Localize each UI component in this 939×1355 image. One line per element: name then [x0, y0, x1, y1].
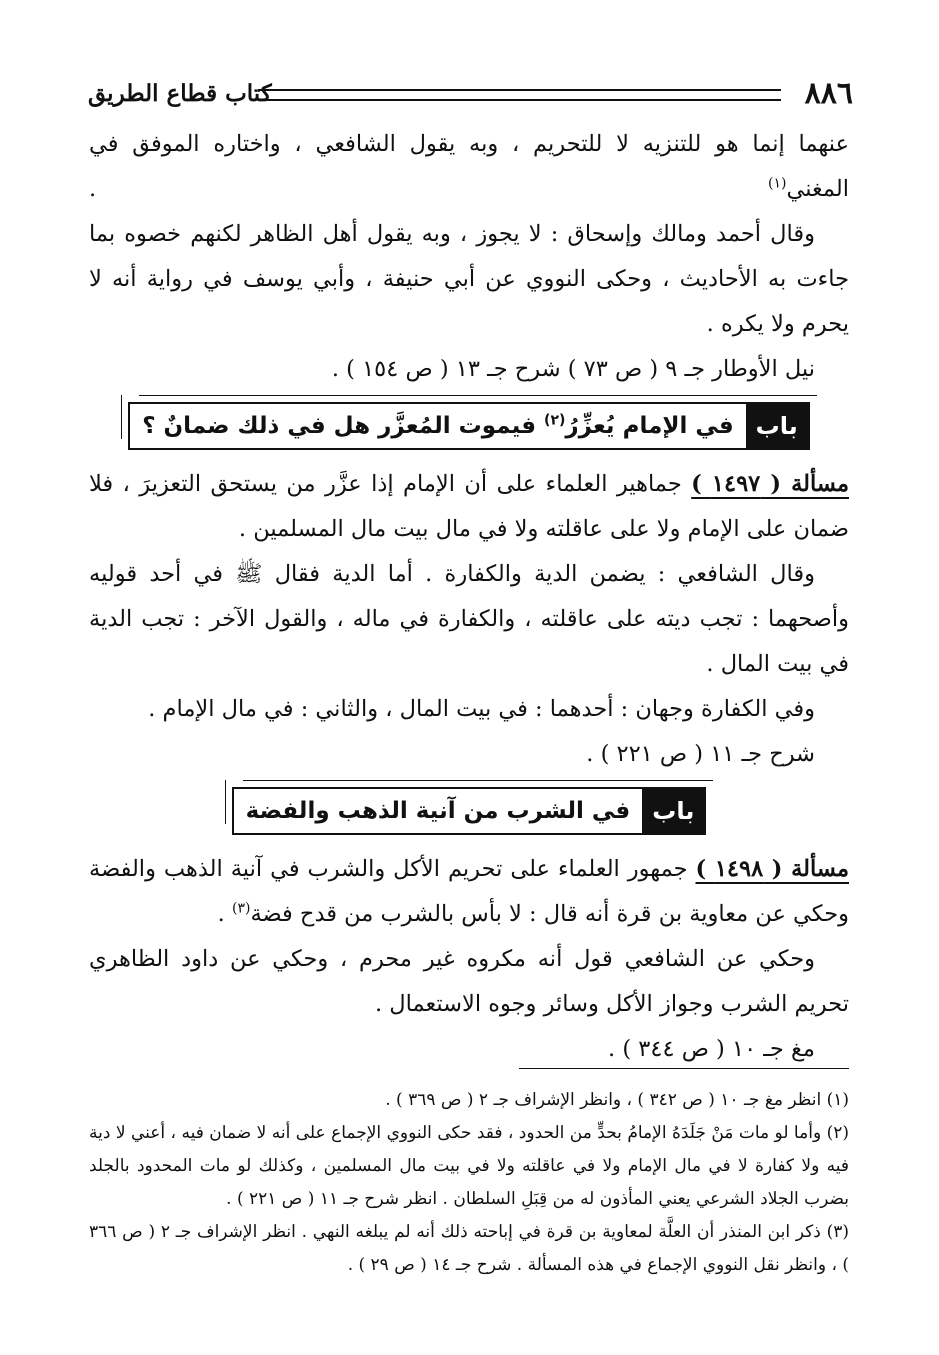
paragraph: عنهما إنما هو للتنزيه لا للتحريم ، وبه يقول الشافعي ، واختاره الموفق في المغني$^{(١)}$ . — [89, 131, 849, 202]
chapter-heading-box — [89, 787, 849, 835]
paragraph: وفي الكفارة وجهان : أحدهما : في بيت المال ، والثاني : في مال الإمام . — [148, 696, 815, 722]
footnote-marker: (١) — [768, 175, 787, 192]
footnote-separator — [519, 1068, 849, 1069]
chapter-heading-box — [89, 402, 849, 450]
footnote-marker: (٢) — [544, 412, 566, 429]
chapter-title: في الإمام يُعزِّرُ$^{(٢)}$ فيموت المُعزَّر هل في ذلك ضمانٌ ؟ — [142, 412, 734, 439]
source-citation: مغ جـ ١٠ ( ص ٣٤٤ ) . — [608, 1036, 815, 1062]
footnotes — [89, 1084, 849, 1282]
paragraph: وقال أحمد ومالك وإسحاق : لا يجوز ، وبه يقول أهل الظاهر لكنهم خصوه بما جاءت به الأحاديث ، وحكى النووي عن أبي حنيفة ، وأبي يوسف في رواية أنه لا يحرم ولا يكره . — [89, 221, 849, 337]
running-title: كتاب قطاع الطريق — [88, 80, 272, 107]
paragraph: وحكي عن الشافعي قول أنه مكروه غير محرم ، وحكي عن داود الظاهري تحريم الشرب وجواز الأكل وسائر وجوه الاستعمال . — [89, 946, 849, 1017]
source-citation: نيل الأوطار جـ ٩ ( ص ٧٣ ) شرح جـ ١٣ ( ص ١٥٤ ) . — [331, 356, 815, 382]
bab-label: باب — [642, 789, 704, 833]
masala-label: مسألة ( ١٤٩٧ ) — [691, 471, 849, 497]
masala-label: مسألة ( ١٤٩٨ ) — [695, 856, 849, 882]
footnote: (٢) وأما لو مات مَنْ جَلَدَهُ الإمامُ بحدٍّ من الحدود ، فقد حكى النووي الإجماع على أنه لا ضمان فيه ، أعني لا دية فيه ولا كفارة لا في مال الإمام ولا في عاقلته ولا في بيت مال المسلمين ، وكذلك لو مات المحدود بالجلد بضرب الجلاد الشرعي يعني المأذون له من قِبَلِ السلطان . انظر شرح جـ ١١ ( ص ٢٢١ ) . — [89, 1123, 849, 1209]
page-number: ٨٨٦ — [804, 76, 853, 111]
page-header — [88, 70, 853, 118]
source-citation: شرح جـ ١١ ( ص ٢٢١ ) . — [586, 741, 815, 767]
header-double-rule — [258, 89, 781, 101]
masala-paragraph: مسألة ( ١٤٩٨ ) جمهور العلماء على تحريم الأكل والشرب في آنية الذهب والفضة وحكي عن معاوية بن قرة أنه قال : لا بأس بالشرب من قدح فضة$^{(٣)}$ . — [89, 856, 849, 927]
paragraph: وقال الشافعي : يضمن الدية والكفارة . أما الدية فقال ﷺ في أحد قوليه وأصحهما : تجب ديته على عاقلته ، والكفارة في ماله ، والقول الآخر : تجب الدية في بيت المال . — [89, 561, 849, 677]
footnote: (١) انظر مغ جـ ١٠ ( ص ٣٤٢ ) ، وانظر الإشراف جـ ٢ ( ص ٣٦٩ ) . — [385, 1090, 849, 1110]
chapter-title: في الشرب من آنية الذهب والفضة — [245, 798, 631, 824]
footnote-marker: (٣) — [231, 900, 251, 917]
bab-label: باب — [746, 404, 808, 448]
footnote: (٣) ذكر ابن المنذر أن العلَّة لمعاوية بن قرة في إباحته ذلك أنه لم يبلغه النهي . انظر الإشراف جـ ٢ ( ص ٣٦٦ ) ، وانظر نقل النووي الإجماع في هذه المسألة . شرح جـ ١٤ ( ص ٢٩ ) . — [89, 1222, 849, 1275]
masala-paragraph: مسألة ( ١٤٩٧ ) جماهير العلماء على أن الإمام إذا عزَّر من يستحق التعزيرَ ، فلا ضمان على الإمام ولا على عاقلته ولا في مال بيت مال المسلمين . — [89, 471, 849, 542]
main-text — [89, 122, 849, 1072]
